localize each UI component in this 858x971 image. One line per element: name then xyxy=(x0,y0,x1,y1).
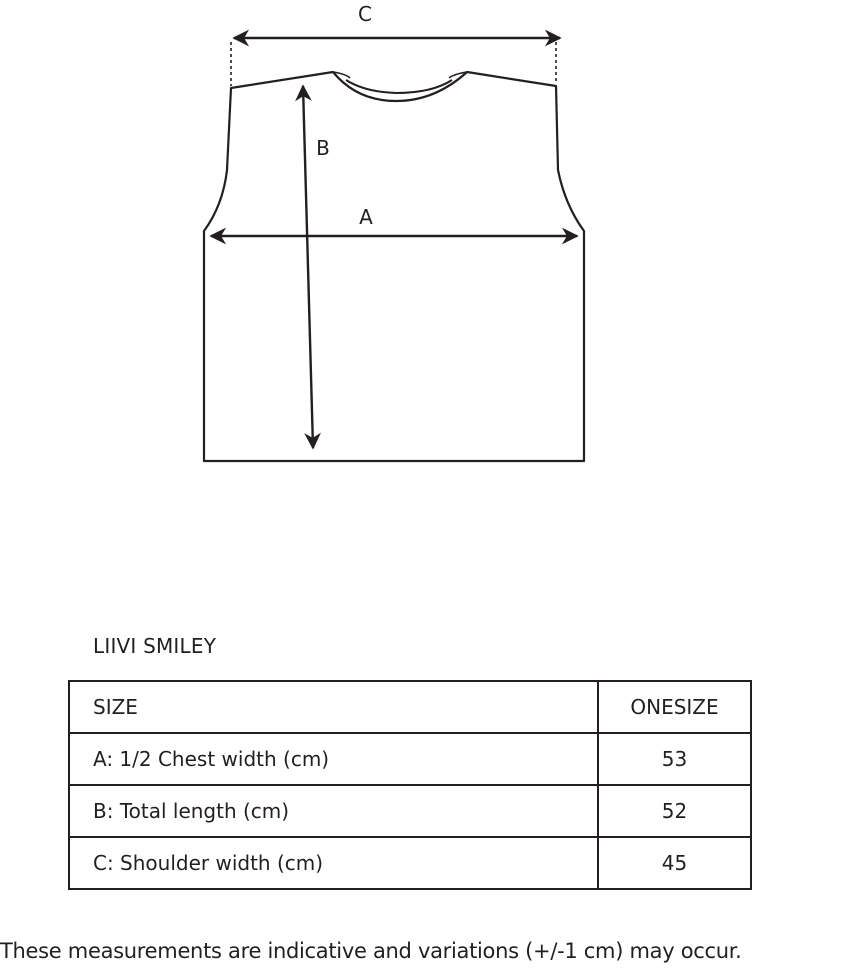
dimension-label-a: A xyxy=(359,205,373,229)
row-label: A: 1/2 Chest width (cm) xyxy=(69,733,598,785)
header-onesize-cell: ONESIZE xyxy=(598,681,751,733)
neckline-inner xyxy=(333,72,467,78)
dimension-label-b: B xyxy=(316,136,330,160)
row-value: 45 xyxy=(598,837,751,889)
dimension-label-c: C xyxy=(358,2,372,26)
table-row xyxy=(69,733,751,785)
row-label: C: Shoulder width (cm) xyxy=(69,837,598,889)
row-value: 52 xyxy=(598,785,751,837)
footer-note: These measurements are indicative and variations (+/-1 cm) may occur. xyxy=(0,939,742,963)
header-size-cell: SIZE xyxy=(69,681,598,733)
size-table xyxy=(68,680,752,890)
table-header-row xyxy=(69,681,751,733)
neckline-rib xyxy=(346,80,452,93)
product-name: LIIVI SMILEY xyxy=(93,634,217,658)
garment-outline xyxy=(204,72,584,461)
row-label: B: Total length (cm) xyxy=(69,785,598,837)
table-row xyxy=(69,785,751,837)
table-row xyxy=(69,837,751,889)
row-value: 53 xyxy=(598,733,751,785)
dimension-arrow-b xyxy=(303,86,313,448)
